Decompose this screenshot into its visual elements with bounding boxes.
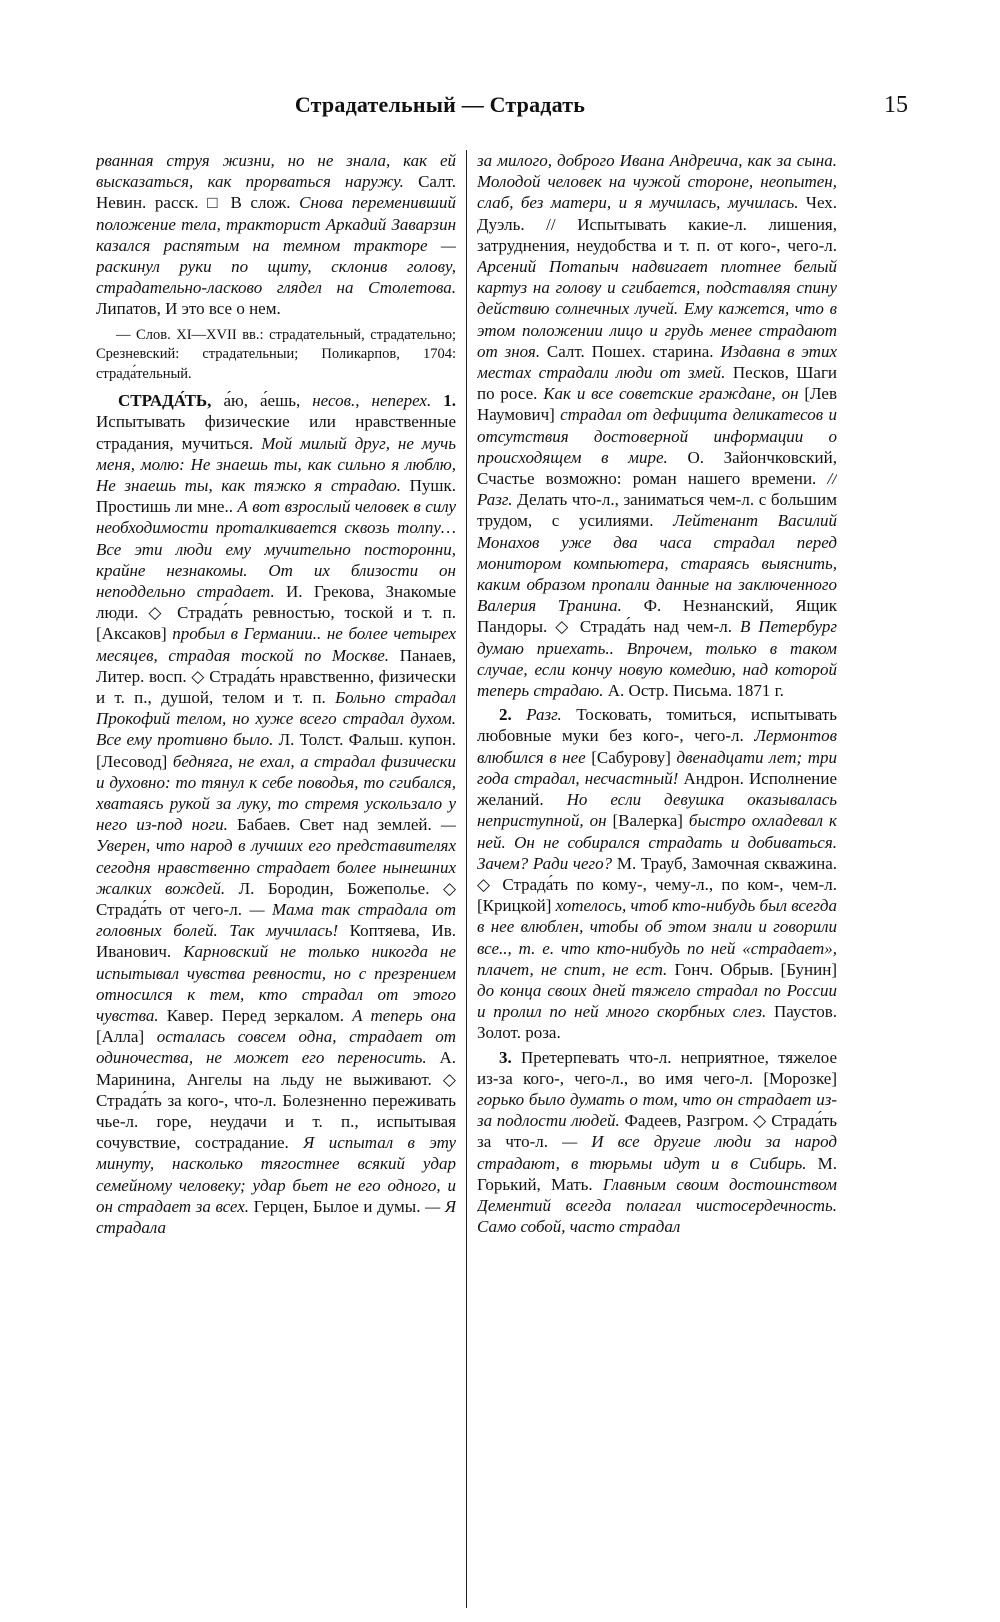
sense-2: 2. Разг. Тосковать, томиться, испытывать любовные муки без кого-, чего-л. Лермонтов влюбился в нее [Сабурову] двенадцати лет; три года страдал, несчастный! Андрон. Исполнение желаний. Но если девушка оказывалась неприступной, он [Валерка] быстро охладевал к ней. Он не собирался страдать и добиваться. Зачем? Ради чего? М. Трауб, Замочная скважина. ◇ Страда́ть по кому-, чему-л., по ком-, чем-л. [Крицкой] хотелось, чтоб кто-нибудь был всегда в нее влюблен, чтобы об этом знали и говорили все.., т. е. что кто-нибудь по ней «страдает», плачет, не спит, не ест. Гонч. Обрыв. [Бунин] до конца своих дней тяжело страдал по России и пролил по ней много скорбных слез. Паустов. Золот. роза.	[477, 705, 837, 1043]
phrase-marker: ◇ Страда́ть от чего-л.	[96, 878, 456, 919]
sense-1-continuation: за милого, доброго Ивана Андреича, как за сына. Молодой человек на чужой стороне, неопытен, слаб, без матери, и я мучилась, мучилась. Чех. Дуэль. // Испытывать какие-л. лишения, затруднения, неудобства и т. п. от кого-, чего-л. Арсений Потапыч надвигает плотнее белый картуз на голову и сгибается, подставляя спину действию солнечных лучей. Ему кажется, что в этом положении лицо и грудь менее страдают от зноя. Салт. Пошех. старина. Издавна в этих местах страдали люди от змей. Песков, Шаги по росе. Как и все советские граждане, он [Лев Наумович] страдал от дефицита деликатесов и отсутствия достоверной информации о происходящем в мире. О. Зайончковский, Счастье возможно: роман нашего времени. // Разг. Делать что-л., заниматься чем-л. с большим трудом, с усилиями. Лейтенант Василий Монахов уже два часа страдал перед монитором компьютера, стараясь выяснить, каким образом пропали данные на заключенного Валерия Транина. Ф. Незнанский, Ящик Пандоры. ◇ Страда́ть над чем-л. В Петербург думаю приехать.. Впрочем, только в таком случае, если кончу новую комедию, над которой теперь страдаю. А. Остр. Письма. 1871 г.	[477, 151, 837, 701]
sense-3: 3. Претерпевать что-л. неприятное, тяжелое из-за кого-, чего-л., во имя чего-л. [Морозке] горько было думать о том, что он страдает из-за подлости людей. Фадеев, Разгром. ◇ Страда́ть за что-л. — И все другие люди за народ страдают, в тюрьмы идут и в Сибирь. М. Горький, Мать. Главным своим достоинством Дементий всегда полагал чистосердечность. Само собой, часто страдал	[477, 1047, 837, 1237]
headword: СТРАДА́ТЬ,	[118, 391, 212, 411]
running-header	[0, 92, 1000, 132]
dictionary-entry-stradat: СТРАДА́ТЬ, а́ю, а́ешь, несов., неперех. 1. Испытывать физические или нравственные страдания, мучиться. Мой милый друг, не мучь меня, молю: Не знаешь ты, как сильно я люблю, Не знаешь ты, как тяжко я страдаю. Пушк. Простишь ли мне.. А вот взрослый человек в силу необходимости проталкивается сквозь толпу… Все эти люди ему мучительно посторонни, крайне незнакомы. От их близости он неподдельно страдает. И. Грекова, Знакомые люди. ◇ Страда́ть ревностью, тоской и т. п. [Аксаков] пробыл в Германии.. не более четырех месяцев, страдая тоской по Москве. Панаев, Литер. восп. ◇ Страда́ть нравственно, физически и т. п., душой, телом и т. п. Больно страдал Прокофий телом, но хуже всего страдал духом. Все ему противно было. Л. Толст. Фальш. купон. [Лесовод] бедняга, не ехал, а страдал физически и духовно: то тянул к себе поводья, то сгибался, хватаясь рукой за луку, то стремя ускользало у него из-под ноги. Бабаев. Свет над землей. — Уверен, что народ в лучших его представителях сегодня нравственно страдает более нынешних жалких вождей. Л. Бородин, Божеполье. ◇ Страда́ть от чего-л. — Мама так страдала от головных болей. Так мучилась! Коптяева, Ив. Иванович. Карновский не только никогда не испытывал чувства ревности, но с презрением относился к тем, кто страдал от этого чувства. Кавер. Перед зеркалом. А теперь она [Алла] осталась совсем одна, страдает от одиночества, не может его переносить. А. Маринина, Ангелы на льду не выживают. ◇ Страда́ть за кого-, что-л. Болезненно переживать чье-л. горе, неудачи и т. п., испытывая сочувствие, сострадание. Я испытал в эту минуту, насколько тягостнее всякий удар семейному человеку; удар бьет не его одного, и он страдает за всех. Герцен, Былое и думы. — Я страдала	[96, 391, 456, 1238]
page-number: 15	[884, 92, 908, 118]
entry-continuation: рванная струя жизни, но не знала, как ей высказаться, как прорваться наружу. Салт. Невин. расск. □ В слож. Снова переменивший положение тела, тракторист Аркадий Заварзин казался распятым на темном тракторе — раскинул руки по щиту, склонив голову, страдательно-ласково глядел на Столетова. Липатов, И это все о нем.	[96, 151, 456, 319]
phrase-marker: ◇ Страда́ть ревностью, тоской и т. п.	[148, 603, 456, 623]
phrase-marker: ◇ Страда́ть за кого-, что-л.	[96, 1069, 456, 1110]
phrase-marker: ◇ Страда́ть нравственно, физически и т. п., душой, телом и т. п.	[96, 666, 456, 707]
phrase-marker: ◇ Страда́ть над чем-л.	[555, 617, 733, 637]
left-column	[96, 150, 456, 1610]
phrase-marker: ◇ Страда́ть по кому-, чему-л., по ком-, чем-л.	[477, 874, 837, 894]
column-divider	[466, 150, 467, 1608]
right-column	[477, 150, 837, 1610]
running-head: Страдательный — Страдать	[294, 92, 586, 117]
etymology-note: — Слов. XI—XVII вв.: страдательный, страдательно; Срезневский: страдательныи; Поликарпов, 1704: страда́тельный.	[96, 326, 456, 382]
phrase-marker: ◇ Страда́ть за что-л.	[477, 1111, 837, 1152]
